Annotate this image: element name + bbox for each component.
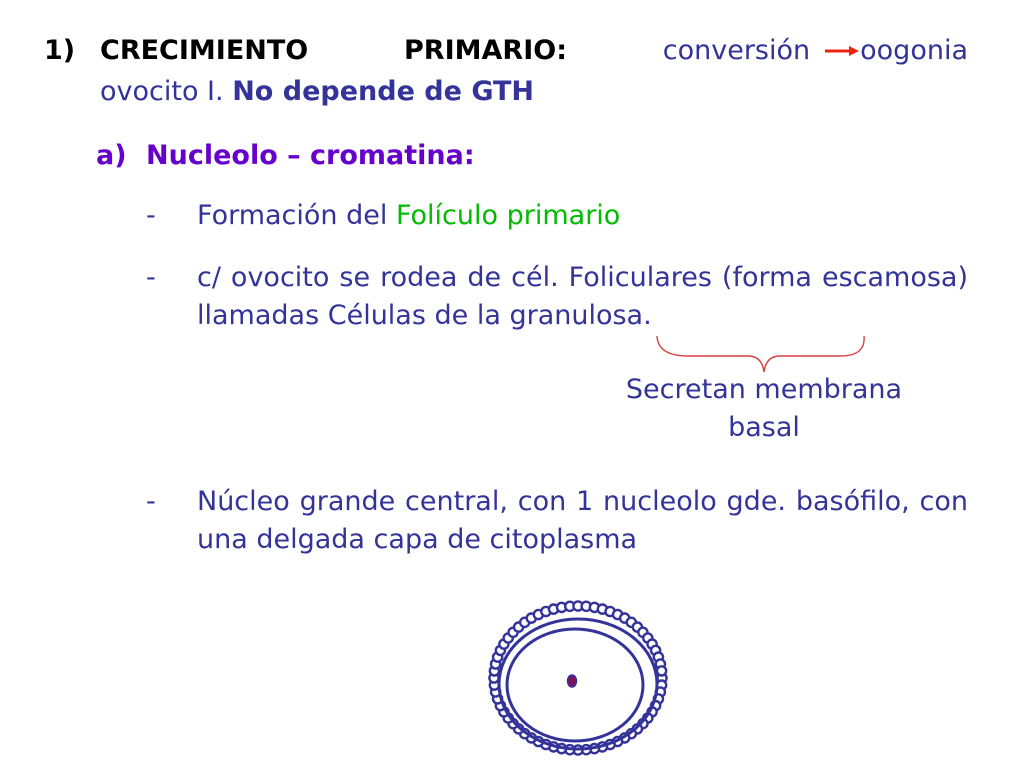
bullet-1-highlight: Folículo primario <box>395 200 621 231</box>
annotation-text: Secretan membrana basal <box>625 374 903 443</box>
heading-title-word-1: CRECIMIENTO <box>100 35 309 66</box>
bullet-1-prefix: Formación del <box>197 200 396 231</box>
subsection-letter: a) <box>96 140 127 171</box>
heading-line2-bold: No depende de GTH <box>232 76 535 107</box>
bullet-2-text: c/ ovocito se rodea de cél. Foliculares (forma escamosa) llamadas Células de la granulosa. <box>197 262 968 331</box>
heading-line2-text: ovocito I. <box>100 76 224 107</box>
granulosa-cell <box>657 666 666 675</box>
bullet-3-text: Núcleo grande central, con 1 nucleolo gde. basófilo, con una delgada capa de citoplasma <box>197 486 968 555</box>
subsection-title: Nucleolo – cromatina: <box>146 140 475 171</box>
bullet-dash: - <box>146 486 156 517</box>
heading-title-word-2: PRIMARIO: <box>404 35 567 66</box>
heading-number: 1) <box>44 35 76 66</box>
curly-brace-icon <box>657 336 864 372</box>
bullet-dash: - <box>146 200 156 231</box>
oocyte-outer-membrane <box>499 619 657 749</box>
nucleolus-dot <box>568 675 577 687</box>
bullet-dash: - <box>146 262 156 293</box>
oogonia-word: oogonia <box>860 35 968 66</box>
primary-follicle-diagram <box>489 601 666 754</box>
conversion-word: conversión <box>662 35 811 66</box>
granulosa-cells <box>489 601 666 754</box>
